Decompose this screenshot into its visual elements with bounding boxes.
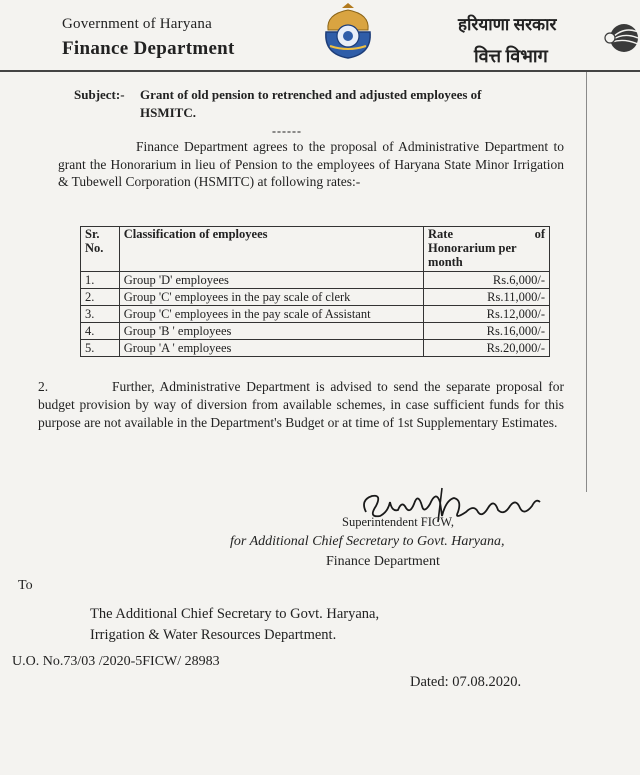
header-rate-of: of — [534, 227, 545, 241]
signatory-for-line: for Additional Chief Secretary to Govt. Haryana, — [230, 534, 505, 549]
signatory-department: Finance Department — [326, 554, 440, 569]
paragraph-2-text: Further, Administrative Department is advised to send the separate proposal for budget provision by way of diversion from available schemes, in case sufficient funds for this purpose are not available in the Department's Budget or at time of 1st Supplementary Estimates. — [38, 379, 564, 430]
paragraph-2 — [38, 378, 564, 432]
uo-number: U.O. No.73/03 /2020-5FICW/ 28983 — [12, 654, 220, 669]
header-right — [458, 12, 556, 68]
government-title: Government of Haryana — [62, 16, 212, 32]
department-title-hindi: वित्त विभाग — [474, 46, 548, 66]
row-rate: Rs.20,000/- — [424, 340, 550, 357]
row-rate: Rs.12,000/- — [424, 306, 550, 323]
row-classification: Group 'B ' employees — [119, 323, 423, 340]
row-sr-no: 5. — [81, 340, 120, 357]
table-body — [81, 272, 550, 357]
paragraph-1 — [58, 138, 564, 191]
row-classification: Group 'D' employees — [119, 272, 423, 289]
government-title-hindi: हरियाणा सरकार — [458, 15, 557, 34]
department-title: Finance Department — [62, 38, 235, 59]
row-sr-no: 3. — [81, 306, 120, 323]
row-sr-no: 4. — [81, 323, 120, 340]
header-left — [62, 16, 235, 60]
header-rate-honorarium: Honorarium per month — [428, 241, 517, 269]
corner-logo-icon — [598, 20, 640, 56]
subject-line-1: Grant of old pension to retrenched and adjusted employees of — [140, 87, 482, 102]
row-rate: Rs.16,000/- — [424, 323, 550, 340]
divider: ------ — [272, 124, 302, 138]
signatory-designation: Superintendent FICW, — [342, 515, 455, 529]
subject-label: Subject:- — [74, 87, 125, 102]
row-rate: Rs.11,000/- — [424, 289, 550, 306]
paragraph-1-text: Finance Department agrees to the proposal of Administrative Department to grant the Honorarium in lieu of Pension to the employees of Haryana State Minor Irrigation & Tubewell Corporation (HSMITC) at following rates:- — [58, 139, 564, 189]
table-row — [81, 306, 550, 323]
row-sr-no: 1. — [81, 272, 120, 289]
to-label: To — [18, 578, 33, 593]
table-row — [81, 340, 550, 357]
subject — [74, 86, 564, 122]
addressee-line-2: Irrigation & Water Resources Department. — [90, 627, 337, 643]
haryana-emblem-icon — [320, 2, 376, 60]
header-rate — [424, 227, 550, 272]
subject-line-2: HSMITC. — [140, 105, 196, 120]
row-sr-no: 2. — [81, 289, 120, 306]
dated: Dated: 07.08.2020. — [410, 674, 522, 690]
table-row — [81, 323, 550, 340]
header-sr-no: Sr. No. — [81, 227, 120, 272]
table-row — [81, 272, 550, 289]
margin-line — [586, 72, 587, 492]
row-classification: Group 'C' employees in the pay scale of clerk — [119, 289, 423, 306]
row-rate: Rs.6,000/- — [424, 272, 550, 289]
header-rule — [0, 70, 640, 72]
table-row — [81, 289, 550, 306]
table-header-row — [81, 227, 550, 272]
signature-block — [230, 512, 570, 572]
addressee — [90, 604, 379, 646]
header-rate-word: Rate — [428, 227, 454, 241]
row-classification: Group 'A ' employees — [119, 340, 423, 357]
row-classification: Group 'C' employees in the pay scale of Assistant — [119, 306, 423, 323]
addressee-line-1: The Additional Chief Secretary to Govt. Haryana, — [90, 606, 380, 622]
header-classification: Classification of employees — [119, 227, 423, 272]
rates-table — [80, 226, 550, 357]
paragraph-2-number: 2. — [38, 379, 49, 394]
